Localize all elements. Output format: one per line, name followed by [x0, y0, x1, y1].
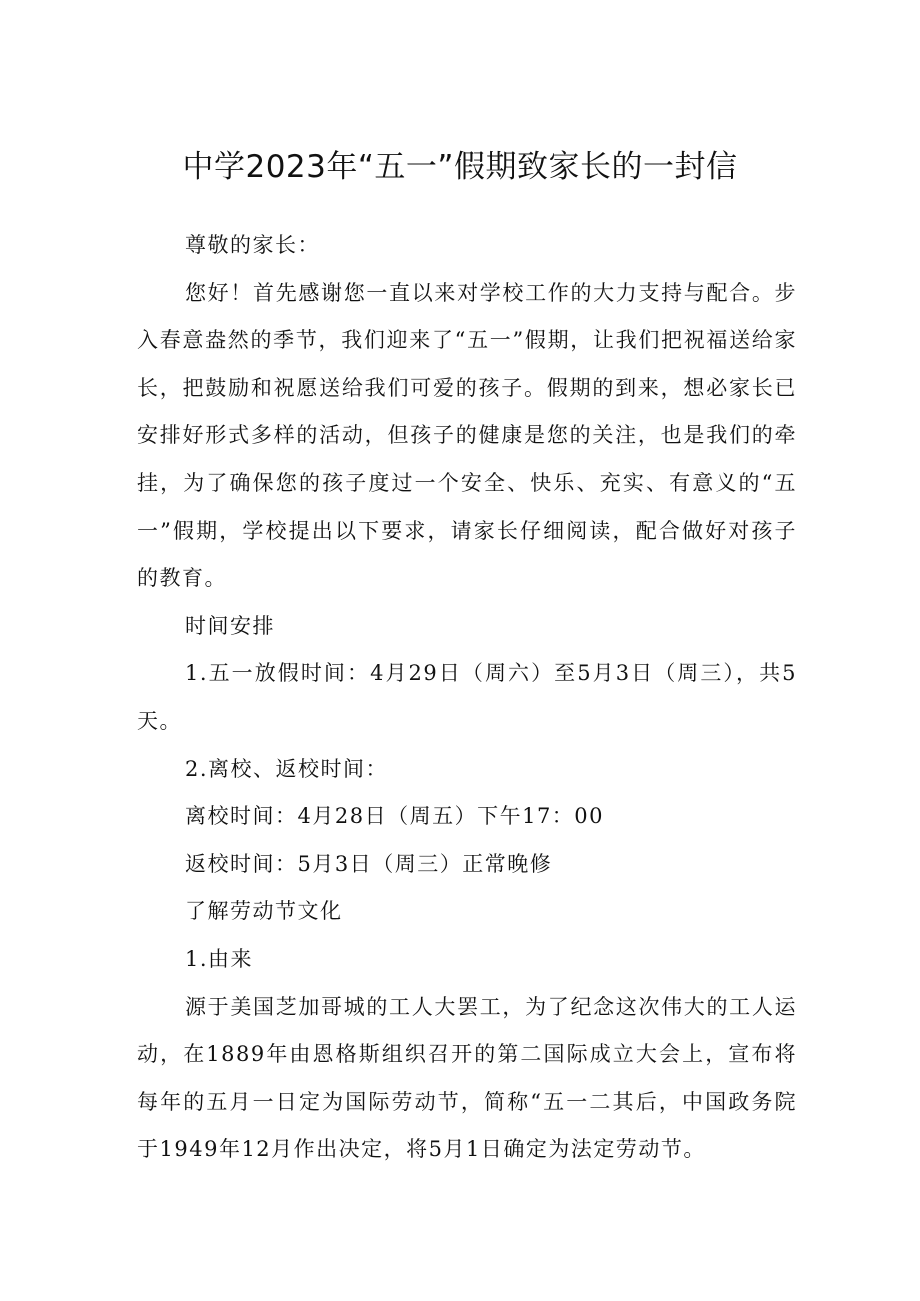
- schedule-item-leave-return: 2.离校、返校时间：: [185, 756, 389, 781]
- intro-paragraph: 您好！首先感谢您一直以来对学校工作的大力支持与配合。步入春意盎然的季节，我们迎来了“五一”假期，让我们把祝福送给家长，把鼓励和祝愿送给我们可爱的孩子。假期的到来，想必家长已安排好形式多样的活动，但孩子的健康是您的关注，也是我们的牵挂，为了确保您的孩子度过一个安全、快乐、充实、有意义的“五一”假期，学校提出以下要求，请家长仔细阅读，配合做好对孩子的教育。: [137, 280, 797, 591]
- salutation: 尊敬的家长：: [185, 233, 320, 257]
- return-time-line: 返校时间：5月3日（周三）正常晚修: [185, 851, 553, 876]
- leave-time-line: 离校时间：4月28日（周五）下午17：00: [185, 804, 605, 829]
- origin-paragraph: 源于美国芝加哥城的工人大罢工，为了纪念这次伟大的工人运动，在1889年由恩格斯组织召开的第二国际成立大会上，宣布将每年的五月一日定为国际劳动节，简称“五一二其后，中国政务院于1949年12月作出决定，将5月1日确定为法定劳动节。: [137, 994, 797, 1162]
- section-heading-schedule: 时间安排: [185, 613, 275, 638]
- schedule-item-holiday: 1.五一放假时间：4月29日（周六）至5月3日（周三），共5天。: [137, 661, 797, 733]
- letter-body: [137, 222, 797, 1174]
- subheading-origin: 1.由来: [185, 946, 254, 971]
- document-title: 中学2023年“五一”假期致家长的一封信: [182, 149, 738, 185]
- section-heading-labor-day: 了解劳动节文化: [185, 899, 343, 924]
